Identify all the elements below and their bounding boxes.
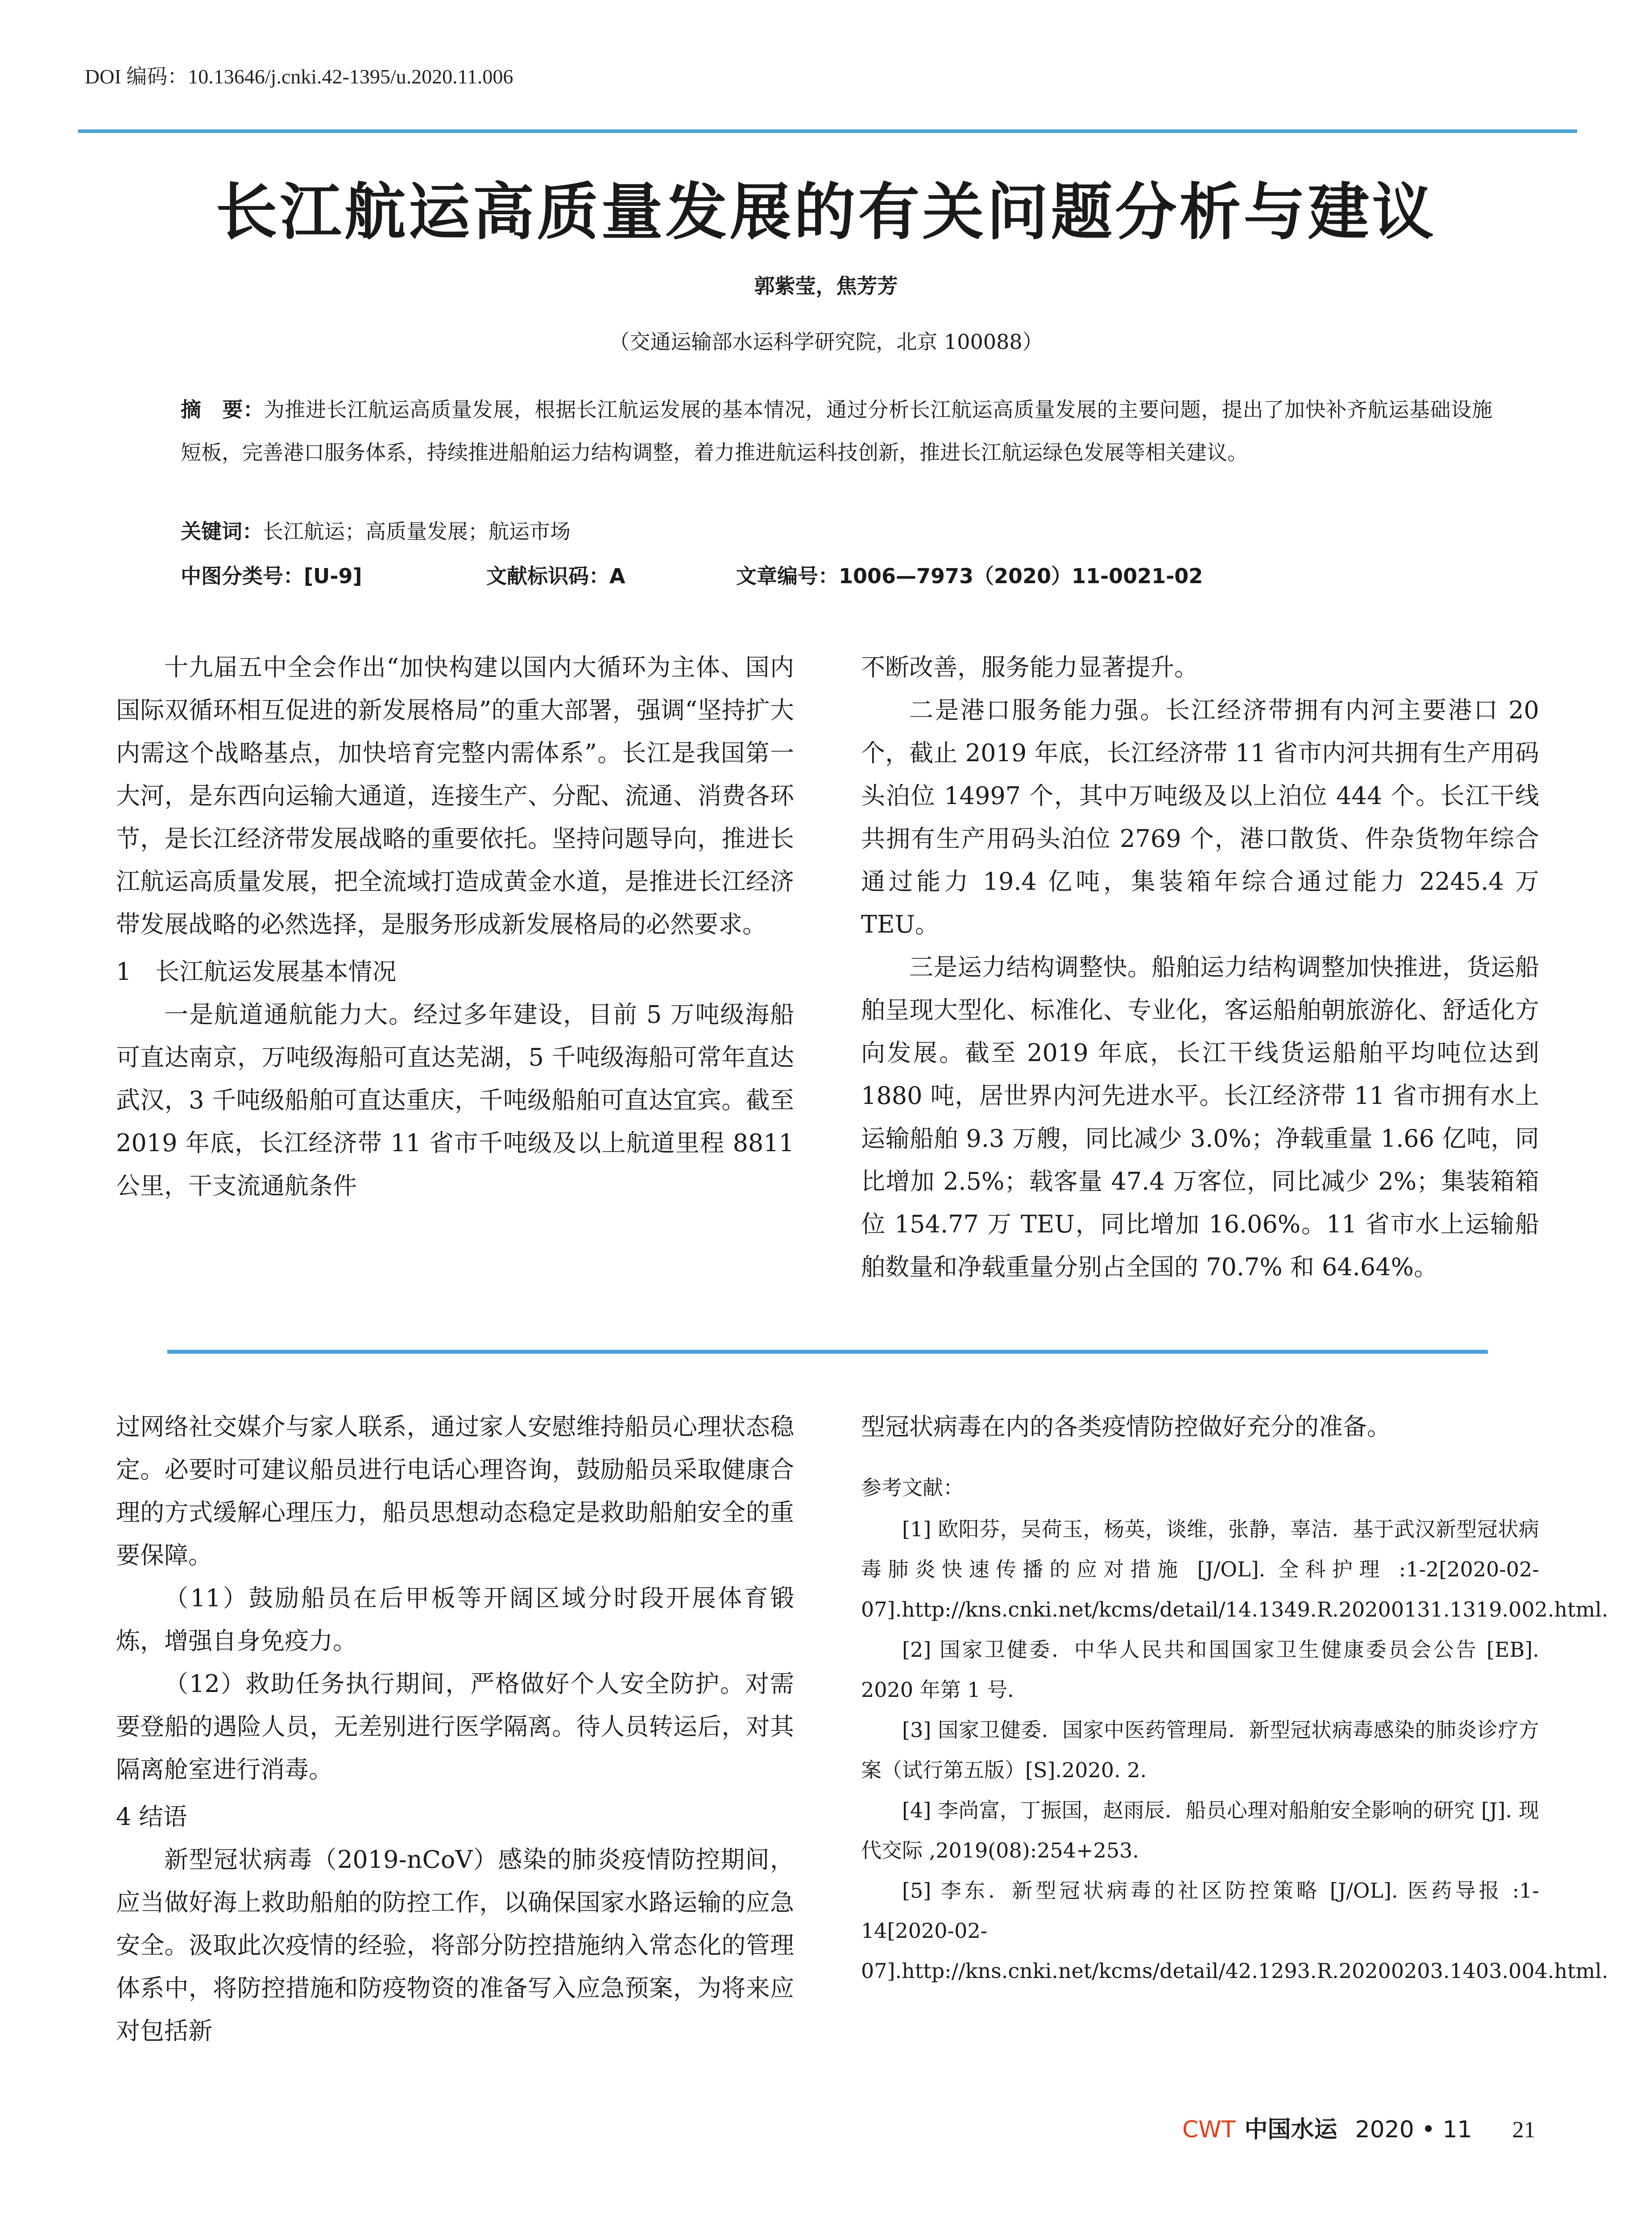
keywords: [181, 515, 571, 545]
keywords-text: 长江航运；高质量发展；航运市场: [263, 519, 571, 543]
document-code: 文献标识码：A: [486, 564, 625, 588]
header-divider: [78, 129, 1577, 133]
reference-item: [1] 欧阳芬，吴荷玉，杨英，谈维，张静，辜洁．基于武汉新型冠状病毒肺炎快速传播的应对措施 [J/OL]. 全科护理 :1-2[2020-02-07].http://kns.cnki.net/kcms/detail/14.1349.R.20200131.1319.002.html.: [861, 1517, 1608, 1621]
paragraph: 型冠状病毒在内的各类疫情防控做好充分的准备。: [861, 1413, 1391, 1441]
section-heading: 1 长江航运发展基本情况: [116, 958, 397, 986]
article-number: 文章编号：1006—7973（2020）11-0021-02: [736, 564, 1203, 588]
paragraph: 十九届五中全会作出“加快构建以国内大循环为主体、国内国际双循环相互促进的新发展格局”的重大部署，强调“坚持扩大内需这个战略基点，加快培育完整内需体系”。长江是我国第一大河，是东西向运输大通道，连接生产、分配、流通、消费各环节，是长江经济带发展战略的重要依托。坚持问题导向，推进长江航运高质量发展，把全流域打造成黄金水道，是推进长江经济带发展战略的必然选择，是服务形成新发展格局的必然要求。: [116, 653, 794, 938]
reference-item: [5] 李东．新型冠状病毒的社区防控策略 [J/OL]. 医药导报 :1-14[2020-02-07].http://kns.cnki.net/kcms/detail/42.1293.R.20200203.1403.004.html.: [861, 1879, 1608, 1983]
reference-item: [4] 李尚富，丁振国，赵雨辰．船员心理对船舶安全影响的研究 [J]. 现代交际 ,2019(08):254+253.: [861, 1798, 1539, 1862]
column-right-lower: [861, 1406, 1608, 1991]
clc-number: 中图分类号：[U-9]: [181, 564, 362, 588]
paragraph: （12）救助任务执行期间，严格做好个人安全防护。对需要登船的遇险人员，无差别进行医学隔离。待人员转运后，对其隔离舱室进行消毒。: [116, 1670, 794, 1783]
reference-item: [3] 国家卫健委．国家中医药管理局．新型冠状病毒感染的肺炎诊疗方案（试行第五版）[S].2020. 2.: [861, 1718, 1539, 1782]
column-right-upper: [861, 646, 1539, 1289]
paragraph: 过网络社交媒介与家人联系，通过家人安慰维持船员心理状态稳定。必要时可建议船员进行电话心理咨询，鼓励船员采取健康合理的方式缓解心理压力，船员思想动态稳定是救助船舶安全的重要保障。: [116, 1413, 794, 1569]
page-footer: [1182, 2111, 1536, 2144]
abstract-text: 为推进长江航运高质量发展，根据长江航运发展的基本情况，通过分析长江航运高质量发展的主要问题，提出了加快补齐航运基础设施短板，完善港口服务体系，持续推进船舶运力结构调整，着力推进航运科技创新，推进长江航运绿色发展等相关建议。: [181, 398, 1493, 464]
column-left-upper: [116, 646, 794, 1207]
authors: 郭紫莹，焦芳芳: [754, 274, 898, 298]
section-heading: 4 结语: [116, 1803, 187, 1831]
paragraph: 三是运力结构调整快。船舶运力结构调整加快推进，货运船舶呈现大型化、标准化、专业化，客运船舶朝旅游化、舒适化方向发展。截至 2019 年底，长江干线货运船舶平均吨位达到 1880 吨，居世界内河先进水平。长江经济带 11 省市拥有水上运输船舶 9.3 万艘，同比减少 3.0%；净载重量 1.66 亿吨，同比增加 2.5%；载客量 47.4 万客位，同比减少 2%；集装箱箱位 154.77 万 TEU，同比增加 16.06%。11 省市水上运输船舶数量和净载重量分别占全国的 70.7% 和 64.64%。: [861, 953, 1539, 1281]
references-heading: 参考文献：: [861, 1476, 964, 1500]
doi-line: DOI 编码：10.13646/j.cnki.42-1395/u.2020.11.006: [85, 65, 513, 88]
paragraph: 一是航道通航能力大。经过多年建设，目前 5 万吨级海船可直达南京，万吨级海船可直达芜湖，5 千吨级海船可常年直达武汉，3 千吨级船舶可直达重庆，千吨级船舶可直达宜宾。截至 2019 年底，长江经济带 11 省市千吨级及以上航道里程 8811 公里，干支流通航条件: [116, 1000, 794, 1200]
paragraph: 不断改善，服务能力显著提升。: [861, 653, 1198, 681]
paragraph: （11）鼓励船员在后甲板等开阔区域分时段开展体育锻炼，增强自身免疫力。: [116, 1584, 794, 1655]
affiliation: （交通运输部水运科学研究院，北京 100088）: [609, 330, 1043, 354]
issue-date: 2020 • 11: [1355, 2116, 1472, 2143]
abstract-label: 摘 要：: [181, 398, 264, 422]
keywords-label: 关键词：: [181, 519, 263, 543]
paragraph: 新型冠状病毒（2019-nCoV）感染的肺炎疫情防控期间，应当做好海上救助船舶的防控工作，以确保国家水路运输的应急安全。汲取此次疫情的经验，将部分防控措施纳入常态化的管理体系中，将防控措施和防疫物资的准备写入应急预案，为将来应对包括新: [116, 1845, 794, 2045]
journal-name: 中国水运: [1244, 2116, 1337, 2143]
page-number: 21: [1512, 2117, 1536, 2143]
abstract: [181, 388, 1492, 474]
paragraph: 二是港口服务能力强。长江经济带拥有内河主要港口 20 个，截止 2019 年底，长江经济带 11 省市内河共拥有生产用码头泊位 14997 个，其中万吨级及以上泊位 444 个。长江干线共拥有生产用码头泊位 2769 个，港口散货、件杂货物年综合通过能力 19.4 亿吨，集装箱年综合通过能力 2245.4 万 TEU。: [861, 696, 1539, 938]
article-divider: [167, 1350, 1488, 1354]
reference-item: [2] 国家卫健委．中华人民共和国国家卫生健康委员会公告 [EB]. 2020 年第 1 号．: [861, 1638, 1539, 1702]
article-title: 长江航运高质量发展的有关问题分析与建议: [215, 175, 1437, 248]
journal-brand: CWT: [1182, 2116, 1236, 2143]
column-left-lower: [116, 1406, 794, 2053]
